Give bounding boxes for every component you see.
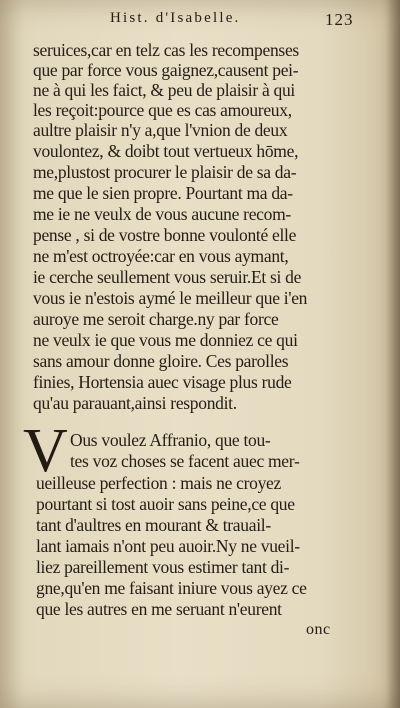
text-line: tes voz choses se facent auec mer- xyxy=(70,451,300,471)
text-line: Ous voulez Affranio, que tou- xyxy=(70,430,271,450)
text-line: ne veulx ie que vous me donniez ce qui xyxy=(33,330,298,350)
page-number: 123 xyxy=(325,10,354,29)
catchword: onc xyxy=(306,621,331,638)
text-line: seruices,car en telz cas les recompenses xyxy=(33,40,299,60)
text-line: aultre plaisir n'y a,que l'vnion de deux xyxy=(33,120,288,140)
text-line: que les autres en me seruant n'eurent xyxy=(36,599,282,619)
text-line: sans amour donne gloire. Ces parolles xyxy=(33,351,289,371)
text-line: pense , si de vostre bonne voulonté elle xyxy=(33,225,297,245)
text-line: lant iamais n'ont peu auoir.Ny ne vueil- xyxy=(36,536,300,556)
text-line: ueilleuse perfection : mais ne croyez xyxy=(36,473,281,493)
running-title: Hist. d'Isabelle. xyxy=(110,10,241,26)
text-line: liez pareillement vous estimer tant di- xyxy=(36,557,290,577)
text-line: me,plustost procurer le plaisir de sa da- xyxy=(33,162,297,182)
text-line: ne à qui les faict, & peu de plaisir à qui xyxy=(33,80,295,100)
text-line: les reçoit:pource que es cas amoureux, xyxy=(33,100,292,120)
text-line: qu'au parauant,ainsi respondit. xyxy=(33,393,237,413)
text-line: ne m'est octroyée:car en vous aymant, xyxy=(33,246,289,266)
text-line: vous ie n'estois aymé le meilleur que i'en xyxy=(33,288,308,308)
text-line: finies, Hortensia auec visage plus rude xyxy=(33,372,292,392)
text-line: pourtant si tost auoir sans peine,ce que xyxy=(36,494,295,514)
text-line: gne,qu'en me faisant iniure vous ayez ce xyxy=(36,578,307,598)
running-head xyxy=(0,8,400,32)
text-line: ie cerche seullement vous seruir.Et si de xyxy=(33,267,302,287)
text-line: tant d'aultres en mourant & trauail- xyxy=(36,515,271,535)
text-line: auroye me seroit charge.ny par force xyxy=(33,309,279,329)
text-line: que par force vous gaignez,causent pei- xyxy=(33,60,299,80)
text-line: me que le sien propre. Pourtant ma da- xyxy=(33,183,293,203)
dropcap-letter: V xyxy=(23,417,68,485)
text-line: me ie ne veulx de vous aucune recom- xyxy=(33,204,291,224)
text-line: voulontez, & doibt tout vertueux hōme, xyxy=(33,141,299,161)
